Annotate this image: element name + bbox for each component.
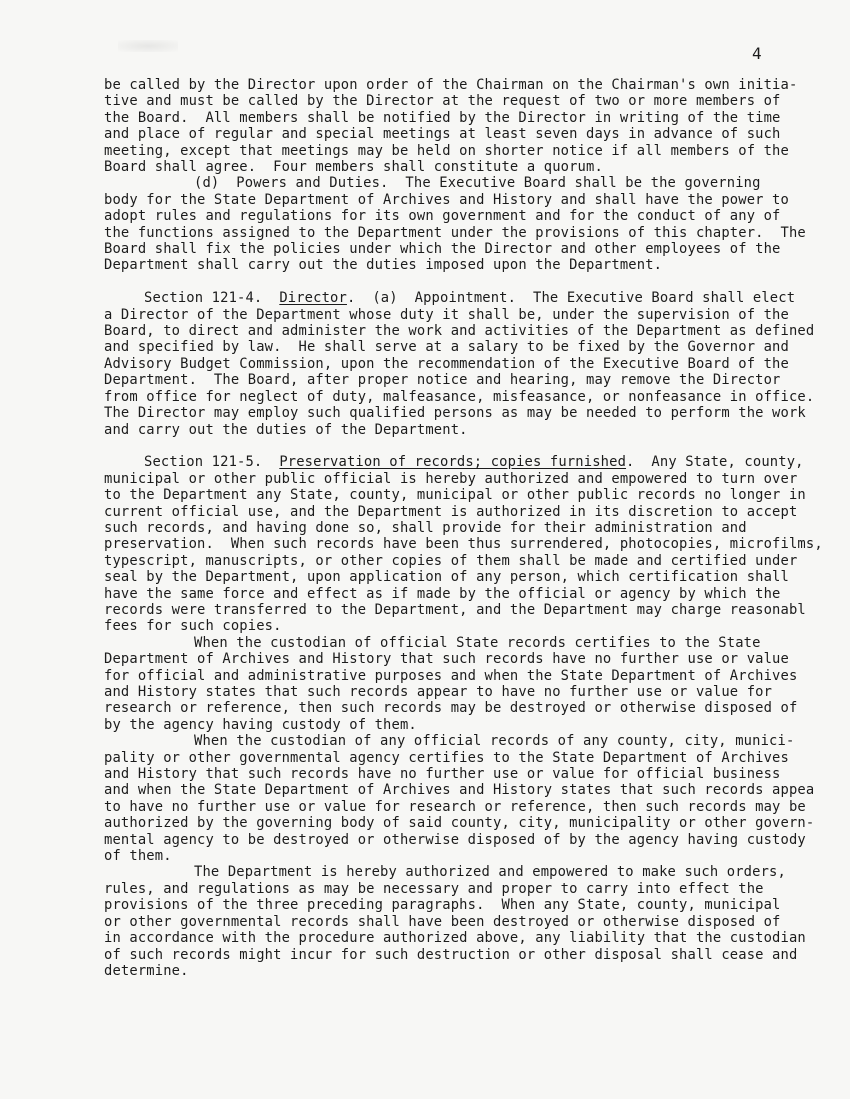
text-line: pality or other governmental agency certifies to the State Department of Archives: [104, 749, 789, 766]
text-line: and carry out the duties of the Department.: [104, 421, 468, 438]
text-line: to have no further use or value for research or reference, then such records may be: [104, 798, 806, 815]
paragraph-local-records: [104, 733, 815, 865]
text-line: of them.: [104, 848, 172, 865]
text-line: When the custodian of official State records certifies to the State: [194, 634, 761, 651]
text-line: Department shall carry out the duties imposed upon the Department.: [104, 257, 663, 274]
text-line: the functions assigned to the Department under the provisions of this chapter. The: [104, 224, 806, 241]
text-line: current official use, and the Department is authorized in its discretion to accept: [104, 503, 798, 520]
text-line: When the custodian of any official records of any county, city, munici-: [194, 733, 795, 750]
section-121-5: [104, 454, 823, 635]
text-line: records were transferred to the Department, and the Department may charge reasonabl: [104, 601, 806, 618]
text-line: in accordance with the procedure authorized above, any liability that the custodian: [104, 930, 806, 947]
section-title: Director: [279, 290, 347, 307]
text-line: Board shall fix the policies under which the Director and other employees of the: [104, 241, 781, 258]
text-line: determine.: [104, 962, 189, 979]
text-line: research or reference, then such records may be destroyed or otherwise disposed of: [104, 700, 798, 717]
paragraph-powers-and-duties: [104, 175, 804, 273]
text-line: body for the State Department of Archives and History and shall have the power to: [104, 191, 789, 208]
paragraph-state-records: [104, 635, 804, 733]
text-line: be called by the Director upon order of the Chairman on the Chairman's own initia-: [104, 77, 798, 93]
section-text: . Any State, county,: [626, 454, 804, 471]
section-number: Section 121-5.: [144, 454, 280, 471]
text-line: from office for neglect of duty, malfeasance, misfeasance, or nonfeasance in office.: [104, 388, 815, 405]
text-line: the Board. All members shall be notified by the Director in writing of the time: [104, 109, 781, 126]
text-line: tive and must be called by the Director at the request of two or more members of: [104, 93, 781, 110]
page-number: 4: [752, 44, 762, 63]
text-line: or other governmental records shall have been destroyed or otherwise disposed of: [104, 913, 781, 930]
text-line: fees for such copies.: [104, 618, 282, 635]
text-line: Department. The Board, after proper notice and hearing, may remove the Director: [104, 372, 781, 389]
text-line: Advisory Budget Commission, upon the recommendation of the Executive Board of the: [104, 355, 789, 372]
text-line: mental agency to be destroyed or otherwise disposed of by the agency having custody: [104, 831, 806, 848]
text-line: and when the State Department of Archives and History states that such records appea: [104, 782, 815, 799]
text-line: to the Department any State, county, municipal or other public records no longer in: [104, 487, 806, 504]
text-line: Board, to direct and administer the work and activities of the Department as defined: [104, 323, 815, 340]
text-line: and History states that such records appear to have no further use or value for: [104, 684, 773, 700]
section-text: . (a) Appointment. The Executive Board shall elect: [346, 290, 796, 307]
text-line: seal by the Department, upon application of any person, which certification shall: [104, 569, 789, 586]
text-line: a Director of the Department whose duty it shall be, under the supervision of the: [104, 306, 789, 323]
section-121-4: [104, 290, 815, 438]
text-line: and place of regular and special meetings at least seven days in advance of such: [104, 126, 781, 143]
text-line: such records, and having done so, shall provide for their administration and: [104, 519, 747, 536]
section-heading-line: [104, 290, 804, 306]
text-line: and History that such records have no further use or value for official business: [104, 766, 781, 783]
paragraph-meetings: [104, 77, 804, 175]
text-line: The Director may employ such qualified persons as may be needed to perform the work: [104, 405, 806, 422]
text-line: (d) Powers and Duties. The Executive Board shall be the governing: [194, 175, 761, 192]
text-line: and specified by law. He shall serve at a salary to be fixed by the Governor and: [104, 339, 789, 356]
text-line: for official and administrative purposes and when the State Department of Archives: [104, 667, 798, 684]
section-heading-line: [104, 454, 804, 470]
paper-smudge: [118, 40, 178, 52]
text-line: Department of Archives and History that such records have no further use or value: [104, 651, 789, 668]
text-line: adopt rules and regulations for its own government and for the conduct of any of: [104, 208, 781, 225]
text-line: meeting, except that meetings may be held on shorter notice if all members of the: [104, 142, 789, 159]
text-line: of such records might incur for such destruction or other disposal shall cease and: [104, 946, 798, 963]
text-line: The Department is hereby authorized and empowered to make such orders,: [194, 864, 786, 881]
text-line: by the agency having custody of them.: [104, 716, 417, 733]
text-line: rules, and regulations as may be necessary and proper to carry into effect the: [104, 880, 764, 897]
document-body: [104, 77, 823, 979]
text-line: Board shall agree. Four members shall constitute a quorum.: [104, 159, 603, 176]
section-number: Section 121-4.: [144, 290, 280, 307]
section-title: Preservation of records; copies furnished: [279, 454, 627, 471]
text-line: typescript, manuscripts, or other copies of them shall be made and certified under: [104, 552, 798, 569]
text-line: preservation. When such records have been thus surrendered, photocopies, microfilms,: [104, 536, 823, 553]
text-line: provisions of the three preceding paragraphs. When any State, county, municipal: [104, 897, 781, 914]
text-line: authorized by the governing body of said county, city, municipality or other govern-: [104, 815, 815, 832]
paragraph-department-authority: [104, 864, 804, 979]
text-line: have the same force and effect as if made by the official or agency by which the: [104, 585, 781, 602]
text-line: municipal or other public official is hereby authorized and empowered to turn over: [104, 470, 798, 487]
